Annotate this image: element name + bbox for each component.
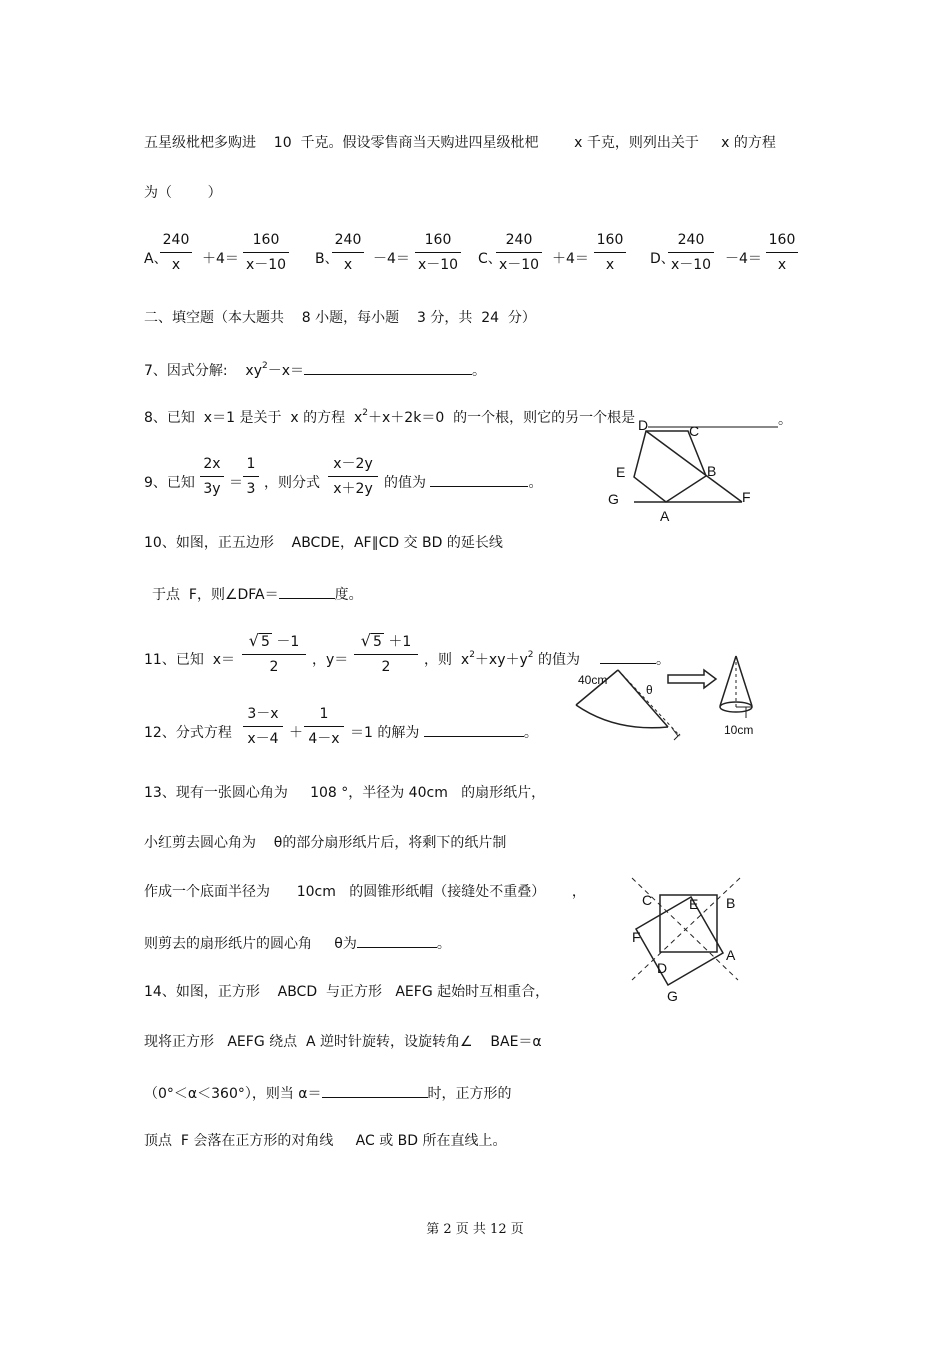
option-d-fraction-right: $\frac{160}{x}$ (766, 232, 798, 274)
option-c-label: C、 (478, 251, 502, 267)
fig14-label-e: E (689, 896, 699, 912)
q7: 7、因式分解: $xy^2-x=$ 。 (144, 361, 487, 379)
q13-line1: 13、现有一张圆心角为 108 °，半径为 40cm 的扇形纸片， (144, 785, 546, 801)
option-c-fraction-left: $\frac{240}{x-10}$ (496, 232, 542, 274)
q10-line1: 10、如图，正五边形 ABCDE，AF∥CD 交 BD 的延长线 (144, 535, 503, 551)
option-b-label: B、 (315, 251, 339, 267)
q12-suffix: ＝1 的解为 。 (350, 722, 538, 742)
q12-plus: ＋ (289, 725, 303, 741)
q6-line1: 五星级枇杷多购进 10 千克。假设零售商当天购进四星级枇杷 x 千克，则列出关于 x 的方程 (144, 135, 776, 151)
q12-fraction-1: $\frac{3-x}{x-4}$ (243, 706, 283, 748)
fig14-label-d: D (657, 960, 668, 976)
q9-fraction-3: $\frac{x-2y}{x+2y}$ (328, 456, 378, 498)
option-a-fraction-left: $\frac{240}{x}$ (160, 232, 192, 274)
q10-line2: 于点 F，则∠DFA＝ 度。 (152, 584, 363, 604)
q13-line3: 作成一个底面半径为 10cm 的圆锥形纸帽（接缝处不重叠） ， (144, 884, 586, 900)
q9-fraction-2: $\frac{1}{3}$ (243, 456, 259, 498)
option-d-fraction-left: $\frac{240}{x-10}$ (668, 232, 714, 274)
q14-line4: 顶点 F 会落在正方形的对角线 AC 或 BD 所在直线上。 (144, 1133, 507, 1149)
q14-line3: （0°＜α＜360°），则当 α＝ 时，正方形的 (144, 1083, 512, 1103)
fig14-label-b: B (726, 895, 736, 911)
q8-end: 。 (778, 412, 792, 428)
fig14-label-f: F (632, 929, 641, 945)
q13-line4: 则剪去的扇形纸片的圆心角 θ为 。 (144, 933, 451, 953)
option-d-op: －4＝ (725, 251, 762, 267)
figure-pentagon (634, 431, 742, 502)
option-c-op: ＋4＝ (552, 251, 589, 267)
arrow-icon (668, 670, 716, 688)
fig10-label-f: F (742, 489, 751, 505)
option-b-fraction-left: $\frac{240}{x}$ (332, 232, 364, 274)
q11-answer: 。 (600, 649, 670, 669)
q11-x-fraction: $\frac{√ 5 -1}{2}$ (242, 632, 306, 676)
q9-mid: ，则分式 (264, 475, 320, 491)
fig10-label-d: D (638, 417, 649, 433)
fig14-label-c: C (642, 892, 653, 908)
q8: 8、已知 x＝1 是关于 x 的方程 $x^2+x+2k=0$ 的一个根，则它的另一个根是 (144, 408, 636, 426)
q11-prefix: 11、已知 x＝ (144, 652, 235, 668)
option-a-op: ＋4＝ (202, 251, 239, 267)
q11-suffix: ，则 $x^2+xy+y^2$ 的值为 (424, 650, 580, 668)
q9-suffix: 的值为 。 (384, 472, 542, 492)
section-heading: 二、填空题（本大题共 8 小题，每小题 3 分，共 24 分） (144, 310, 536, 326)
option-b-fraction-right: $\frac{160}{x-10}$ (415, 232, 461, 274)
fig10-label-b: B (707, 463, 717, 479)
fig14-label-g: G (667, 988, 678, 1004)
option-b-op: －4＝ (373, 251, 410, 267)
fig10-label-g: G (608, 491, 619, 507)
q13-line2: 小红剪去圆心角为 θ的部分扇形纸片后，将剩下的纸片制 (144, 835, 507, 851)
q14-line1: 14、如图，正方形 ABCD 与正方形 AEFG 起始时互相重合， (144, 984, 550, 1000)
option-c-fraction-right: $\frac{160}{x}$ (594, 232, 626, 274)
option-d-label: D、 (650, 251, 675, 267)
fig10-label-c: C (689, 423, 700, 439)
option-a-label: A、 (144, 251, 168, 267)
q14-line2: 现将正方形 AEFG 绕点 A 逆时针旋转，设旋转角∠ BAE＝α (144, 1034, 542, 1050)
q9-prefix: 9、已知 (144, 475, 195, 491)
fig14-label-a: A (726, 947, 736, 963)
option-a-fraction-right: $\frac{160}{x-10}$ (243, 232, 289, 274)
fig13-radius-label: 40cm (578, 673, 608, 687)
q11-y-fraction: $\frac{√ 5 +1}{2}$ (354, 632, 418, 676)
fig10-label-e: E (616, 464, 626, 480)
q12-prefix: 12、分式方程 (144, 725, 232, 741)
fig13-base-label: 10cm (724, 723, 754, 737)
q12-fraction-2: $\frac{1}{4-x}$ (304, 706, 344, 748)
fig10-label-a: A (660, 508, 670, 524)
fig13-theta-label: θ (646, 683, 653, 697)
q11-y-prefix: ，y＝ (312, 652, 349, 668)
q9-equals: ＝ (229, 475, 243, 491)
figure-cone (720, 656, 752, 718)
page-footer: 第 2 页 共 12 页 (426, 1222, 524, 1237)
q9-fraction-1: $\frac{2x}{3y}$ (200, 456, 224, 498)
q6-line2: 为（ ） (144, 185, 222, 201)
